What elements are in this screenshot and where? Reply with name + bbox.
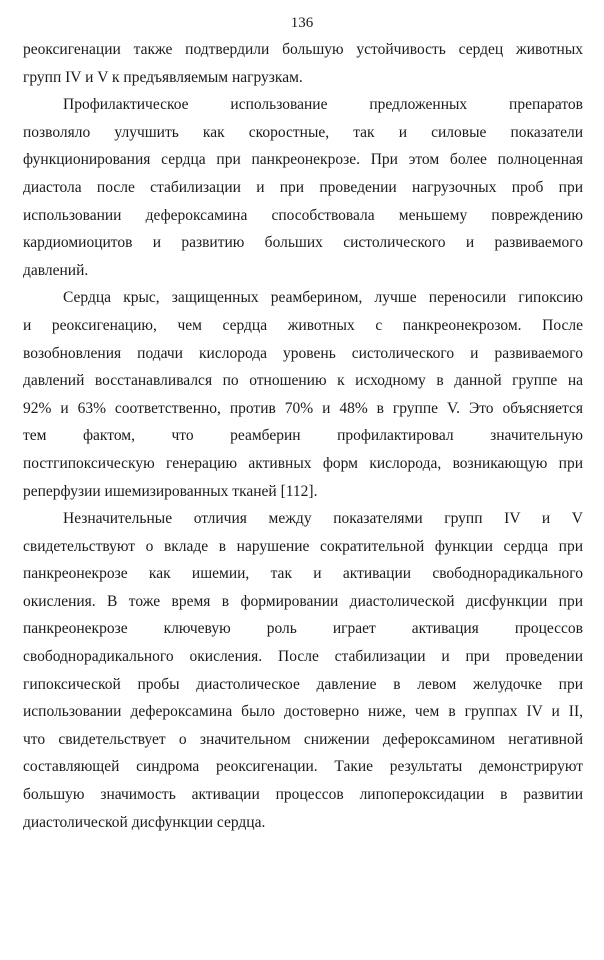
text-line: 92% и 63% соответственно, против 70% и 48% в группе V. Это объясняется (23, 399, 583, 417)
text-line: диастола после стабилизации и при проведении нагрузочных проб при (23, 178, 583, 196)
text-line: и реоксигенацию, чем сердца животных с панкреонекрозом. После (23, 316, 583, 334)
text-line: составляющей синдрома реоксигенации. Такие результаты демонстрируют (23, 758, 583, 776)
text-line: использовании дефероксамина способствовала меньшему повреждению (23, 206, 583, 224)
paragraph-3 (23, 284, 583, 505)
text-line: окисления. В тоже время в формировании диастолической дисфункции при (23, 592, 583, 610)
text-line: давлений. (23, 261, 89, 279)
text-line: Профилактическое использование предложенных препаратов (63, 96, 583, 114)
text-line: тем фактом, что реамберин профилактировал значительную (23, 427, 583, 445)
text-line: групп IV и V к предъявляемым нагрузкам. (23, 68, 303, 86)
text-line: панкреонекрозе ключевую роль играет активация процессов (23, 620, 583, 638)
document-body (23, 36, 583, 836)
text-line: реперфузии ишемизированных тканей [112]. (23, 482, 318, 500)
paragraph-2 (23, 91, 583, 284)
text-line: гипоксической пробы диастолическое давление в левом желудочке при (23, 675, 583, 693)
text-line: что свидетельствует о значительном снижении дефероксамином негативной (23, 730, 583, 748)
text-line: кардиомиоцитов и развитию больших систолического и развиваемого (23, 234, 583, 252)
text-line: использовании дефероксамина было достоверно ниже, чем в группах IV и II, (23, 703, 583, 721)
text-line: позволяло улучшить как скоростные, так и силовые показатели (23, 123, 583, 141)
text-line: большую значимость активации процессов липопероксидации в развитии (23, 786, 583, 804)
paragraph-4 (23, 505, 583, 836)
text-line: давлений восстанавливался по отношению к исходному в данной группе на (23, 372, 583, 390)
text-line: Сердца крыс, защищенных реамберином, лучше переносили гипоксию (63, 289, 583, 307)
text-line: функционирования сердца при панкреонекрозе. При этом более полноценная (23, 151, 583, 169)
text-line: возобновления подачи кислорода уровень систолического и развиваемого (23, 344, 583, 362)
text-line: панкреонекрозе как ишемии, так и активации свободнорадикального (23, 565, 583, 583)
text-line: диастолической дисфункции сердца. (23, 813, 266, 831)
text-line: свободнорадикального окисления. После стабилизации и при проведении (23, 648, 583, 666)
text-line: реоксигенации также подтвердили большую устойчивость сердец животных (23, 41, 583, 58)
paragraph-1 (23, 36, 583, 91)
text-line: свидетельствуют о вкладе в нарушение сократительной функции сердца при (23, 537, 583, 555)
text-line: Незначительные отличия между показателями групп IV и V (63, 510, 583, 528)
page-number: 136 (290, 15, 314, 31)
text-line: постгипоксическую генерацию активных форм кислорода, возникающую при (23, 454, 583, 472)
